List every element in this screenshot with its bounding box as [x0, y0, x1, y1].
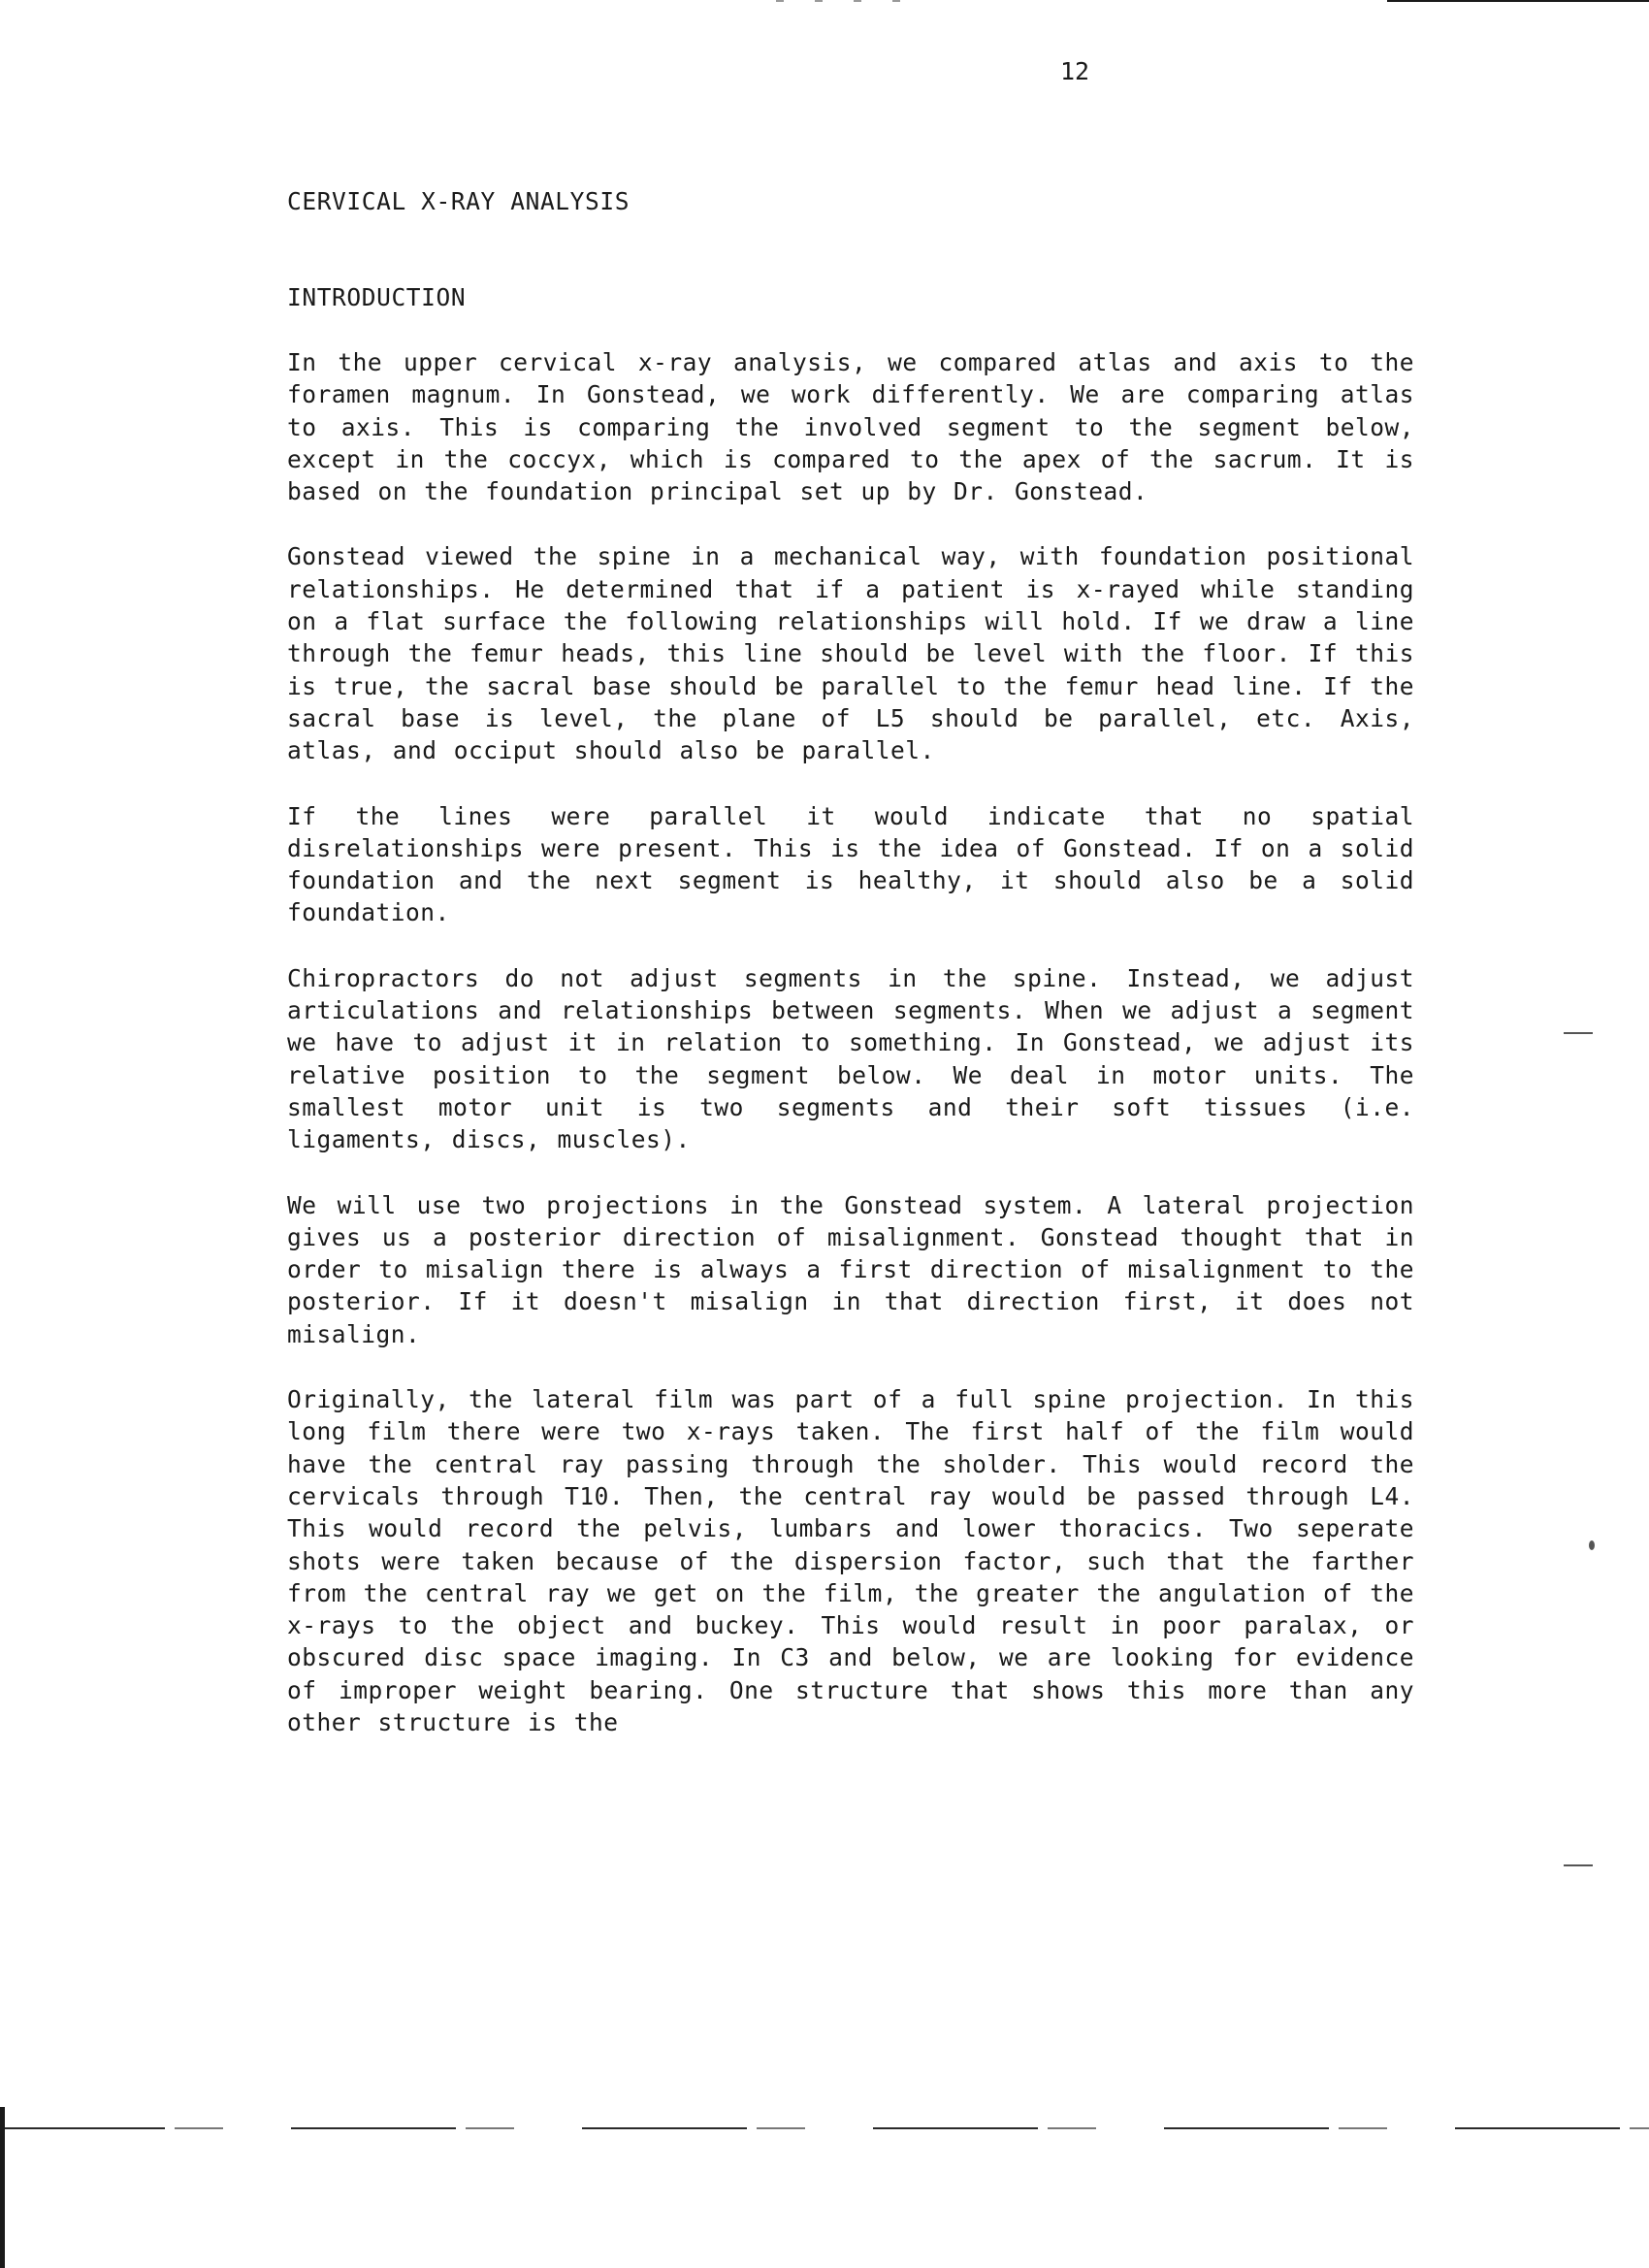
paragraph: Originally, the lateral film was part of a full spine projection. In this long film there were two x-rays taken. The first half of the film would have the central ray passing through the sholder. This would record the cervicals through T10. Then, the central ray would be passed through L4. This would record the pelvis, lumbars and lower thoracics. Two seperate shots were taken because of the dispersion factor, such that the farther from the central ray we get on the film, the greater the angulation of the x-rays to the object and buckey. This would result in poor paralax, or obscured disc space imaging. In C3 and below, we are looking for evidence of improper weight bearing. One structure that shows this more than any other structure is the	[287, 1385, 1414, 1736]
paragraph: If the lines were parallel it would indicate that no spatial disrelationships were present. This is the idea of Gonstead. If on a solid foundation and the next segment is healthy, it should also be a solid foundation.	[287, 801, 1414, 927]
paragraph: In the upper cervical x-ray analysis, we compared atlas and axis to the foramen magnum. In Gonstead, we work differently. We are comparing atlas to axis. This is comparing the involved segment to the segment below, except in the coccyx, which is compared to the apex of the sacrum. It is based on the foundation principal set up by Dr. Gonstead.	[287, 348, 1414, 506]
paragraph: We will use two projections in the Gonstead system. A lateral projection gives us a posterior direction of misalignment. Gonstead thought that in order to misalign there is always a first direction of misalignment to the posterior. If it doesn't misalign in that direction first, it does not misalign.	[287, 1190, 1414, 1348]
paragraph: Chiropractors do not adjust segments in the spine. Instead, we adjust articulations and relationships between segments. When we adjust a segment we have to adjust it in relation to something. In Gonstead, we adjust its relative position to the segment below. We deal in motor units. The smallest motor unit is two segments and their soft tissues (i.e. ligaments, discs, muscles).	[287, 963, 1414, 1154]
body-text	[287, 346, 1414, 1771]
scan-margin-mark	[1564, 1864, 1593, 1866]
section-heading: INTRODUCTION	[287, 283, 467, 311]
scan-bottom-line	[0, 2127, 1649, 2129]
scan-speck	[1589, 1540, 1595, 1550]
scan-edge-line	[1387, 0, 1649, 2]
document-title: CERVICAL X-RAY ANALYSIS	[287, 187, 630, 215]
scan-left-edge	[0, 2107, 5, 2268]
scan-margin-mark	[1564, 1032, 1593, 1034]
scan-edge-marks	[776, 0, 931, 2]
paragraph: Gonstead viewed the spine in a mechanical way, with foundation positional relationships. He determined that if a patient is x-rayed while standing on a flat surface the following relationships will hold. If we draw a line through the femur heads, this line should be level with the floor. If this is true, the sacral base should be parallel to the femur head line. If the sacral base is level, the plane of L5 should be parallel, etc. Axis, atlas, and occiput should also be parallel.	[287, 542, 1414, 765]
page-number: 12	[1060, 57, 1090, 85]
